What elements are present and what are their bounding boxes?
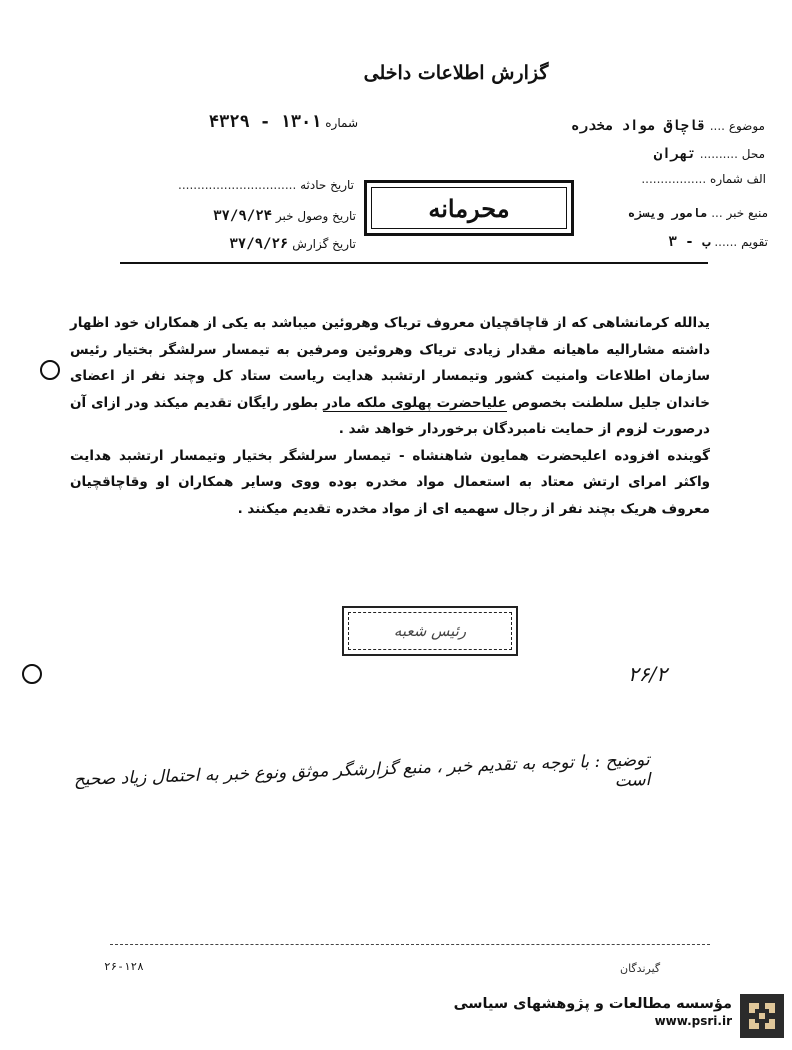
rating-row <box>578 234 768 250</box>
confidential-stamp <box>364 180 574 236</box>
report-date-value: ۳۷/۹/۲۶ <box>229 236 289 252</box>
subject-label: موضوع <box>728 119 765 133</box>
source-row <box>578 206 768 220</box>
header-divider <box>120 262 708 264</box>
report-body <box>70 310 710 522</box>
location-row <box>560 146 765 162</box>
source-value: مامور ویسزه <box>627 206 708 220</box>
ref-row <box>576 172 766 186</box>
ref-label: الف شماره <box>710 172 766 186</box>
number-value: ۱۳۰۱ - ۴۳۲۹ <box>208 112 322 132</box>
watermark <box>452 996 732 1028</box>
receive-date-value: ۳۷/۹/۲۴ <box>213 208 273 224</box>
dotted-line: ...... <box>714 235 738 249</box>
institute-logo-icon <box>740 994 784 1038</box>
underlined-phrase: علیاحضرت پهلوی ملکه مادر <box>323 394 507 411</box>
footer-code: ۲۶-۱۲۸ <box>104 960 144 973</box>
dotted-line: ... <box>711 206 723 220</box>
dotted-line: .......... <box>699 147 738 161</box>
rating-label: تقویم <box>741 235 768 249</box>
subject-value: قاچاق مواد مخدره <box>571 118 706 134</box>
punch-hole <box>40 360 60 380</box>
paragraph-1-text: یدالله کرمانشاهی که از قاچاقچیان معروف تریاک وهروئین میباشد به یکی از همکاران خود اظهار داشته مشارالیه ماهیانه مقدار زیادی تریاک وهروئین ومرفین به تیمسار سرلشگر بختیار رئیس سازمان اطلاعات وامنیت کشور وتیمسار ارتشبد هدایت ریاست ستاد کل وچند نفر از اعضای خاندان جلیل سلطنت بخصوص <box>70 315 710 411</box>
confidential-stamp-text: محرمانه <box>371 187 567 229</box>
dotted-line: .... <box>709 119 725 133</box>
subject-row <box>560 118 765 134</box>
logo-pattern <box>745 999 779 1033</box>
incident-date-row <box>134 178 354 192</box>
paragraph-1 <box>70 310 710 443</box>
handwritten-number: ۲۶/۲ <box>628 662 667 686</box>
paragraph-1-end: بطور رایگان تقدیم میکند ودر ازای آن درصورت لزوم از حمایت نامبردگان برخوردار خواهد شد . <box>70 394 710 437</box>
signature-stamp <box>342 606 518 656</box>
report-date-label: تاریخ گزارش <box>292 237 356 251</box>
dotted-line: ............................... <box>178 178 297 192</box>
paragraph-2: گوینده افزوده اعلیحضرت همایون شاهنشاه - تیمسار سرلشگر بختیار وتیمسار ارتشبد هدایت واکثر امرای ارتش معتاد به استعمال مواد مخدره بوده ووی وسایر همکاران او وقاچاقچیان معروف هریک بچند نفر از رجال سهمیه ای از مواد مخدره تقدیم میکنند . <box>70 447 710 517</box>
handwritten-note: توضیح : با توجه به تقدیم خبر ، منبع گزارشگر موثق ونوع خبر به احتمال زیاد صحیح است <box>73 750 651 792</box>
rating-value: ب - ۳ <box>668 234 711 250</box>
incident-date-label: تاریخ حادثه <box>300 178 354 192</box>
footer-divider <box>110 944 710 945</box>
signature-stamp-text: رئیس شعبه <box>348 612 512 650</box>
watermark-url: www.psri.ir <box>654 1014 732 1028</box>
dotted-line: ................. <box>641 172 707 186</box>
location-label: محل <box>741 147 765 161</box>
number-label: شماره <box>325 116 358 130</box>
report-date-row <box>134 236 356 252</box>
source-label: منبع خبر <box>726 206 768 220</box>
receive-date-row <box>134 208 356 224</box>
receive-date-label: تاریخ وصول خبر <box>275 209 356 223</box>
location-value: تهران <box>653 146 696 162</box>
number-row <box>136 112 358 132</box>
watermark-name: مؤسسه مطالعات و پژوهشهای سیاسی <box>453 996 732 1012</box>
report-title: گزارش اطلاعات داخلی <box>363 62 549 84</box>
punch-hole <box>22 664 42 684</box>
footer-recipients-label: گیرندگان <box>620 962 661 975</box>
